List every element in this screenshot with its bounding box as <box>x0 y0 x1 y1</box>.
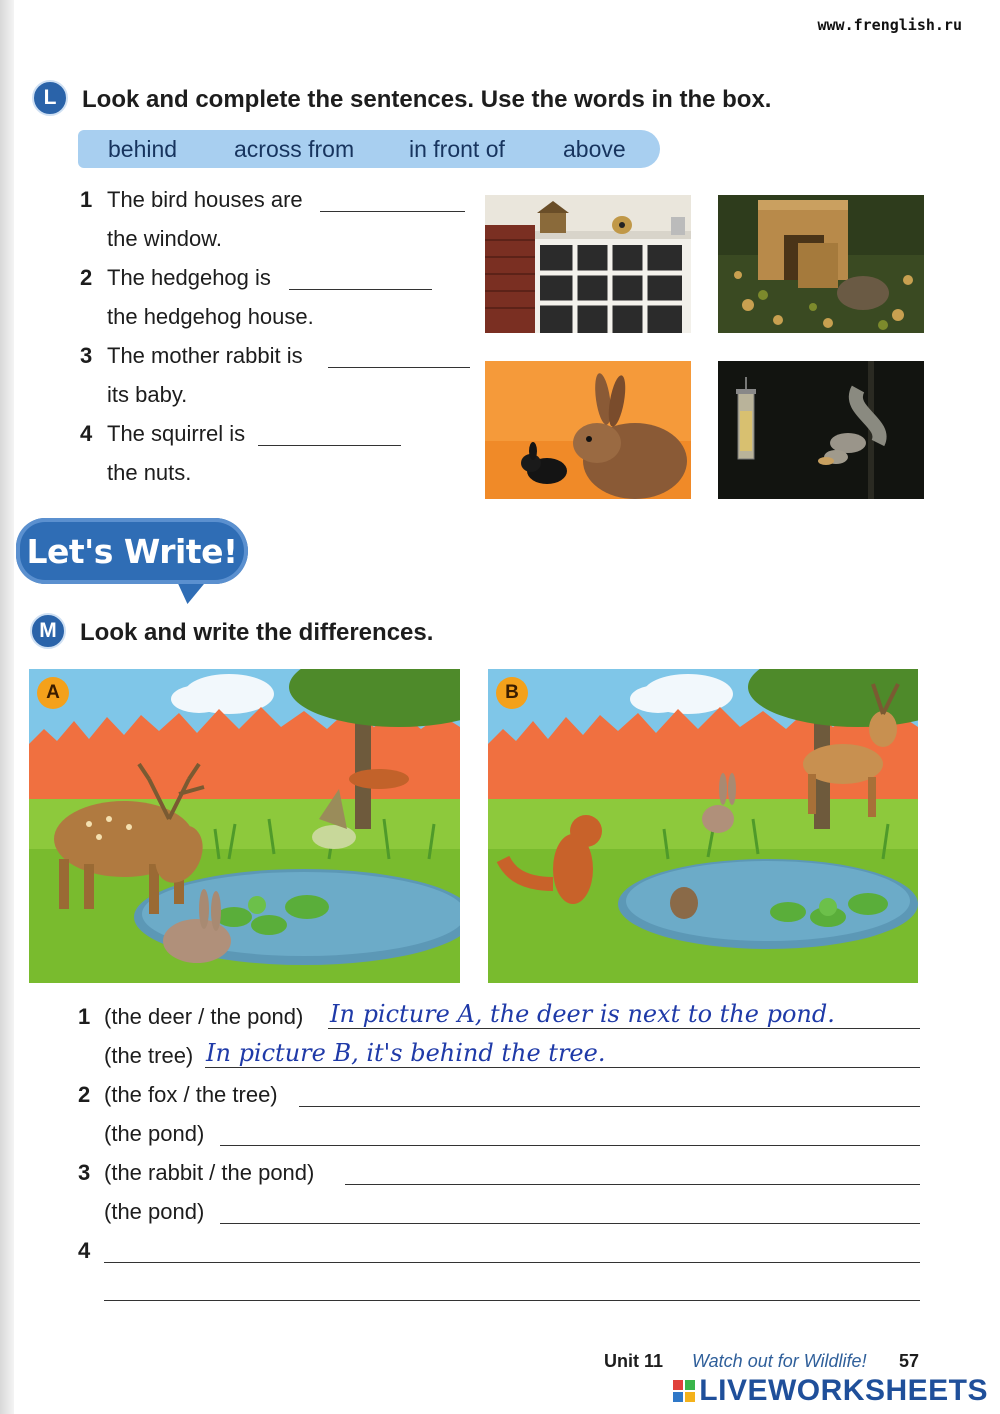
m-item-2-line-2[interactable] <box>220 1144 920 1146</box>
l-item-3-blank[interactable] <box>328 366 470 368</box>
word-box <box>78 130 660 168</box>
l-item-4-blank[interactable] <box>258 444 401 446</box>
l-item-1-text-2: the window. <box>107 226 222 251</box>
m-item-2-number: 2 <box>78 1082 91 1107</box>
m-item-3-line-2[interactable] <box>220 1222 920 1224</box>
section-l-badge: L <box>32 80 68 116</box>
hedgehog-photo <box>718 195 924 333</box>
section-m-instruction: Look and write the differences. <box>80 619 434 646</box>
m-item-4-number: 4 <box>78 1238 91 1263</box>
word-in-front-of: in front of <box>409 135 505 162</box>
m-item-2-prompt-2: (the pond) <box>104 1121 205 1146</box>
l-item-4-text: The squirrel is <box>107 421 246 446</box>
l-item-2-text-2: the hedgehog house. <box>107 304 314 329</box>
m-item-1-prompt-2: (the tree) <box>104 1043 194 1068</box>
l-item-1-text: The bird houses are <box>107 187 303 212</box>
m-item-1-prompt: (the deer / the pond) <box>104 1004 304 1029</box>
rabbits-photo <box>485 361 691 499</box>
section-l-instruction: Look and complete the sentences. Use the words in the box. <box>82 86 772 113</box>
picture-b <box>488 669 918 983</box>
m-item-3-line[interactable] <box>345 1183 920 1185</box>
m-item-2-line[interactable] <box>299 1105 920 1107</box>
l-item-3-text: The mother rabbit is <box>107 343 303 368</box>
l-item-3-number: 3 <box>80 343 93 368</box>
liveworksheets-logo-text: LIVEWORKSHEETS <box>699 1374 988 1407</box>
footer-title: Watch out for Wildlife! <box>692 1351 867 1371</box>
m-item-4-line-2[interactable] <box>104 1299 920 1301</box>
word-across-from: across from <box>234 135 355 162</box>
page-edge-shadow <box>0 0 14 1414</box>
footer-page-number: 57 <box>899 1351 920 1371</box>
m-item-3-number: 3 <box>78 1160 91 1185</box>
liveworksheets-logo <box>673 1374 988 1408</box>
picture-a <box>29 669 460 983</box>
l-item-2-text: The hedgehog is <box>107 265 271 290</box>
m-item-2-prompt: (the fox / the tree) <box>104 1082 278 1107</box>
l-item-2-number: 2 <box>80 265 93 290</box>
bird-houses-photo <box>485 195 691 333</box>
website-watermark: www.frenglish.ru <box>817 16 962 34</box>
m-item-4-line[interactable] <box>104 1261 920 1263</box>
liveworksheets-logo-icon <box>673 1380 695 1402</box>
l-item-3-text-2: its baby. <box>107 382 188 407</box>
picture-b-label: B <box>496 677 528 709</box>
l-item-4-text-2: the nuts. <box>107 460 192 485</box>
m-item-3-prompt: (the rabbit / the pond) <box>104 1160 315 1185</box>
word-above: above <box>563 135 626 162</box>
picture-a-label: A <box>37 677 69 709</box>
word-behind: behind <box>108 135 178 162</box>
squirrel-photo <box>718 361 924 499</box>
l-item-1-blank[interactable] <box>320 210 465 212</box>
m-item-1-answer-2[interactable]: In picture B, it's behind the tree. <box>206 1039 606 1067</box>
m-item-1-answer[interactable]: In picture A, the deer is next to the pond. <box>330 1000 835 1028</box>
m-item-1-number: 1 <box>78 1004 91 1029</box>
footer-unit: Unit 11 <box>604 1351 664 1371</box>
l-item-1-number: 1 <box>80 187 93 212</box>
m-item-3-prompt-2: (the pond) <box>104 1199 205 1224</box>
section-m-badge: M <box>30 613 66 649</box>
lets-write-banner: Let's Write! <box>16 518 248 584</box>
l-item-4-number: 4 <box>80 421 93 446</box>
l-item-2-blank[interactable] <box>289 288 432 290</box>
